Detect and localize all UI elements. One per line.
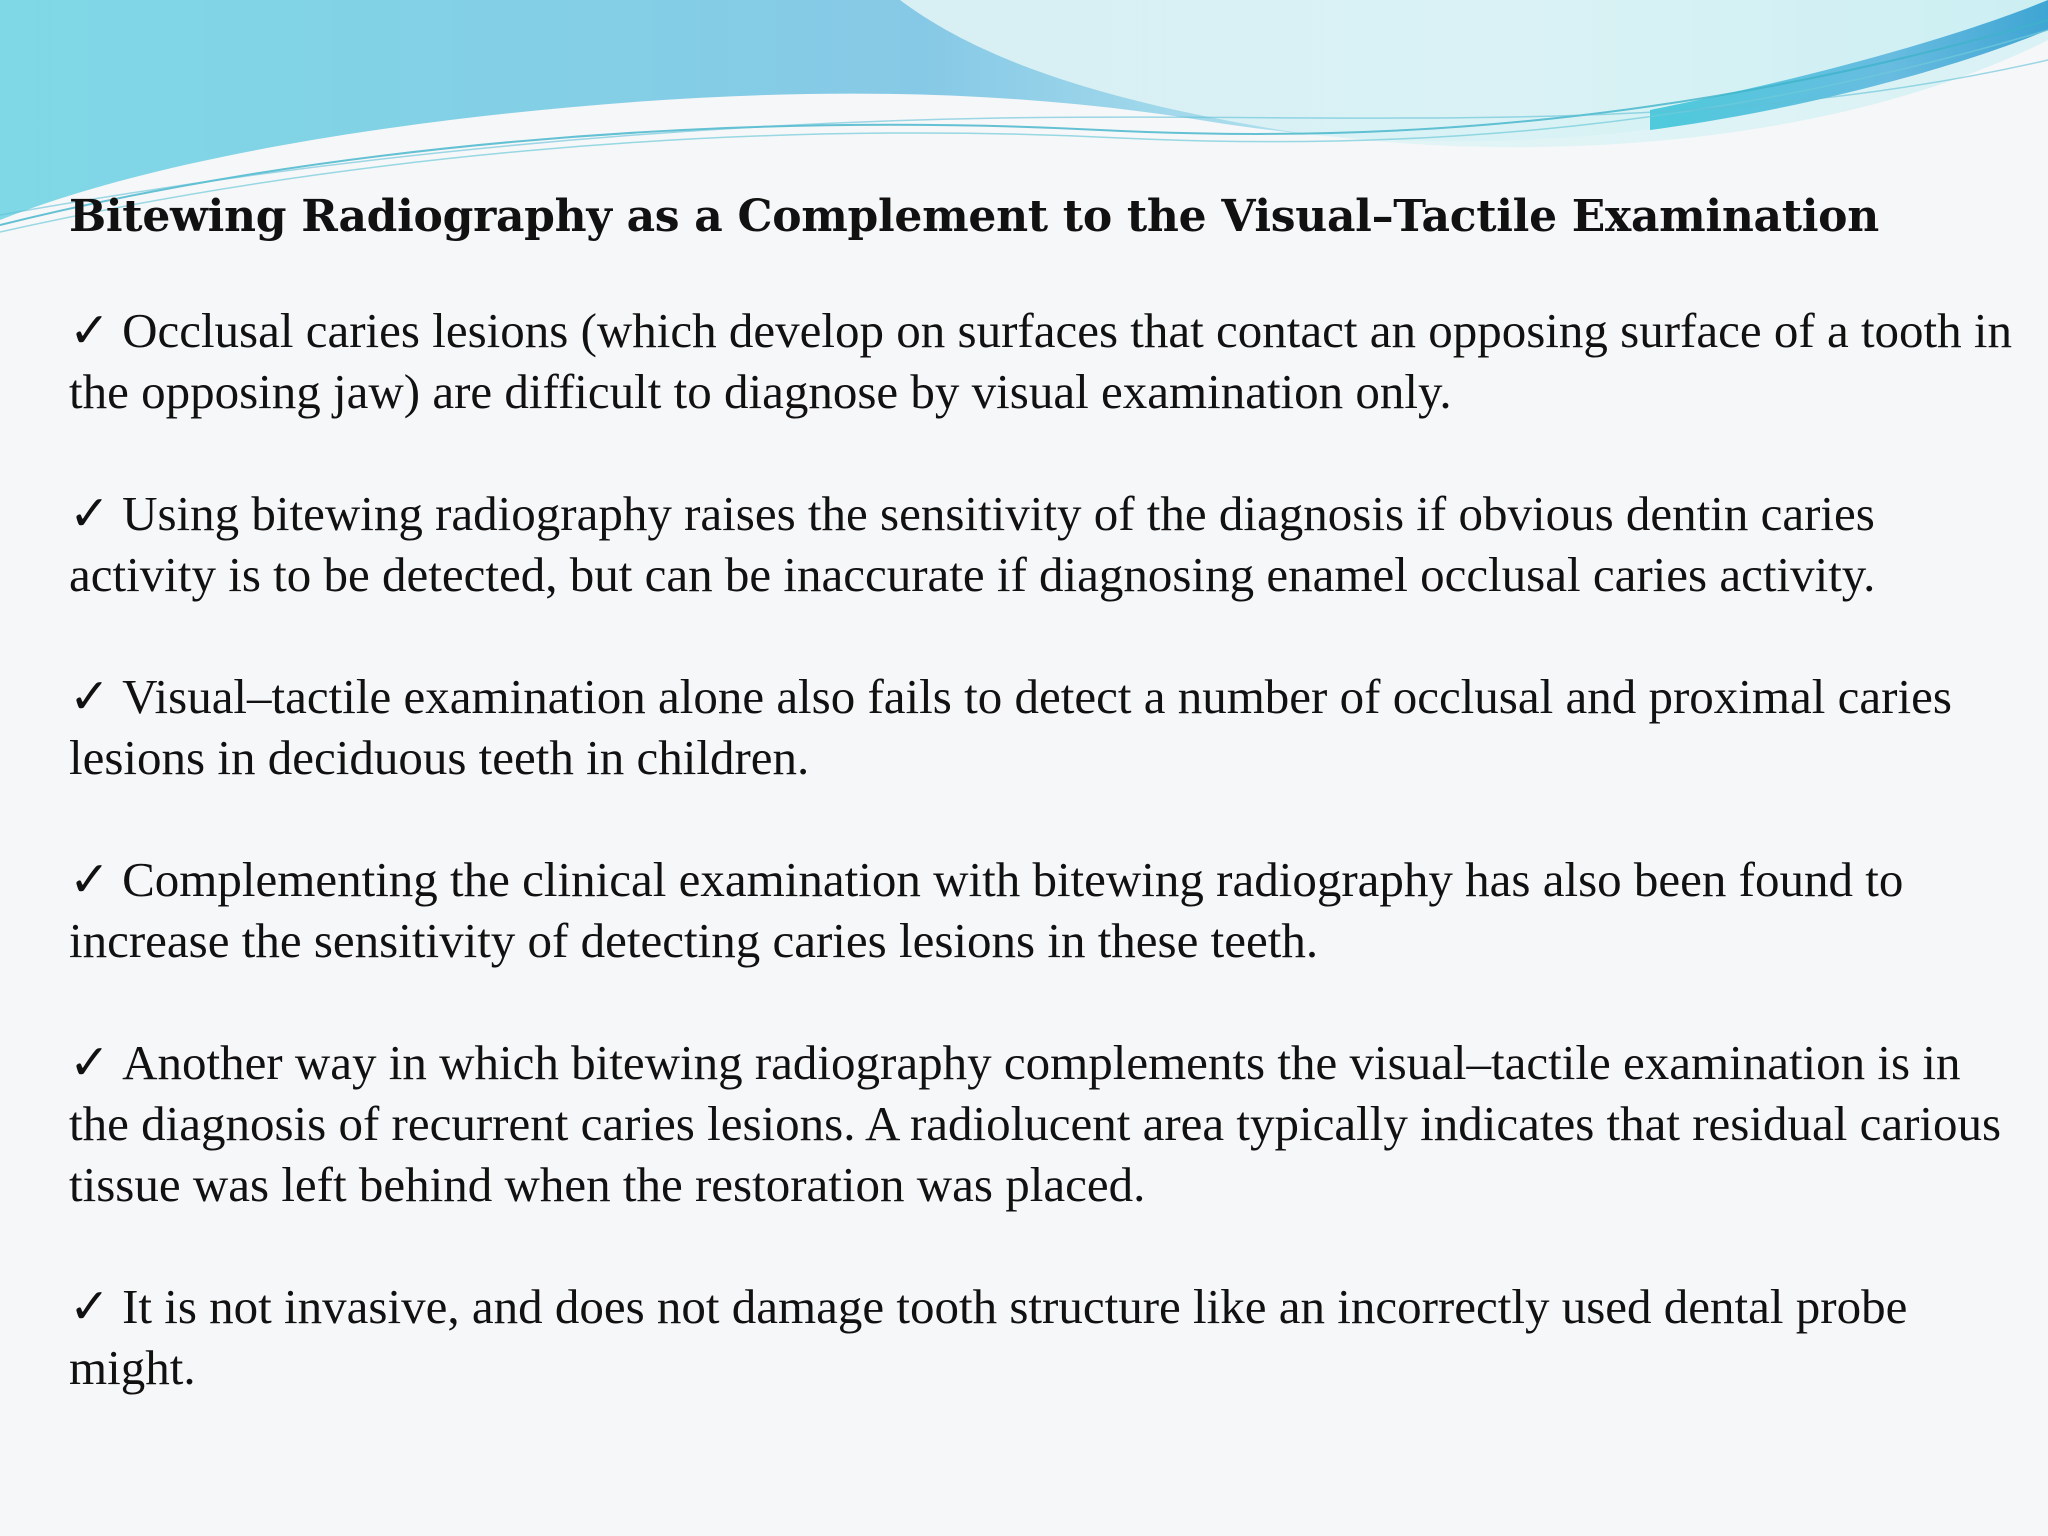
bullet-item (69, 1032, 2019, 1215)
bullet-text: Another way in which bitewing radiography complements the visual–tactile examination is in the diagnosis of recurrent caries lesions. A radiolucent area typically indicates that residual carious tissue was left behind when the restoration was placed. (69, 1035, 2002, 1212)
slide-title: Bitewing Radiography as a Complement to the Visual–Tactile Examination (69, 191, 1879, 242)
check-mark-icon: ✓ (69, 1035, 111, 1090)
bullet-text: Complementing the clinical examination with bitewing radiography has also been found to increase the sensitivity of detecting caries lesions in these teeth. (69, 852, 1904, 968)
check-mark-icon: ✓ (69, 852, 111, 907)
bullet-text: It is not invasive, and does not damage tooth structure like an incorrectly used dental probe might. (69, 1279, 1908, 1395)
bullet-item (69, 1276, 2019, 1398)
bullet-item (69, 300, 2019, 422)
check-mark-icon: ✓ (69, 669, 111, 724)
bullet-item (69, 849, 2019, 971)
bullet-text: Using bitewing radiography raises the sensitivity of the diagnosis if obvious dentin caries activity is to be detected, but can be inaccurate if diagnosing enamel occlusal caries activity. (69, 486, 1876, 602)
slide-content (69, 185, 2019, 1459)
check-mark-icon: ✓ (69, 486, 111, 541)
bullet-item (69, 666, 2019, 788)
bullet-item (69, 483, 2019, 605)
bullet-text: Occlusal caries lesions (which develop on surfaces that contact an opposing surface of a tooth in the opposing jaw) are difficult to diagnose by visual examination only. (69, 303, 2013, 419)
bullet-text: Visual–tactile examination alone also fails to detect a number of occlusal and proximal caries lesions in deciduous teeth in children. (69, 669, 1952, 785)
check-mark-icon: ✓ (69, 1279, 111, 1334)
check-mark-icon: ✓ (69, 303, 111, 358)
bullet-list (69, 300, 2019, 1398)
